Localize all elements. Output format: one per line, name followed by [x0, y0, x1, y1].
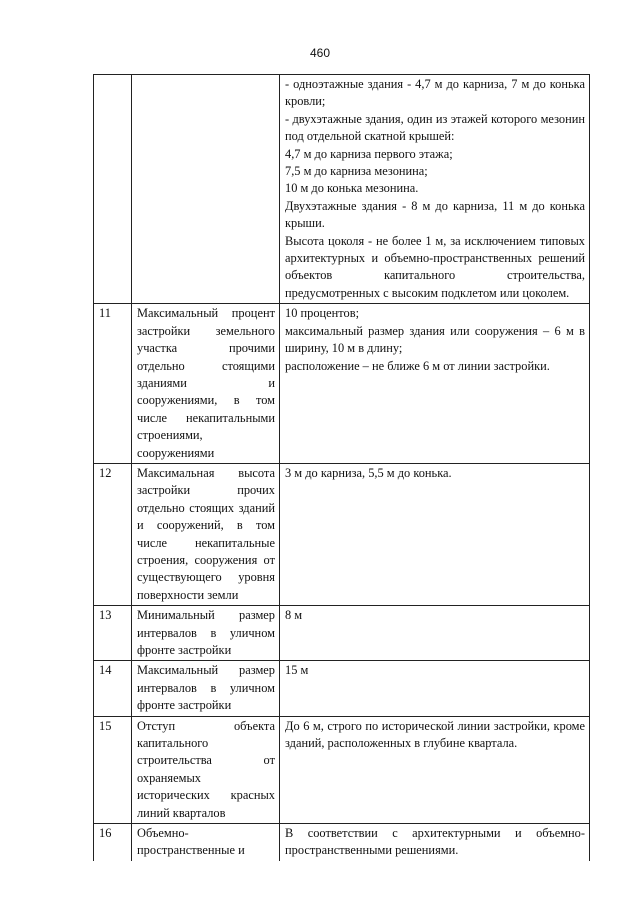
value-line: 15 м	[285, 663, 309, 678]
value-line: максимальный размер здания или сооружения – 6 м в ширину, 10 м в длину;	[285, 323, 585, 356]
value-line: 3 м до карниза, 5,5 м до конька.	[285, 465, 452, 480]
parameter-value-cell	[280, 824, 590, 861]
parameter-value-cell	[280, 463, 590, 605]
parameter-name-cell	[132, 75, 280, 304]
parameter-name: Объемно-пространственные и	[132, 824, 280, 861]
value-line: 7,5 м до карниза мезонина;	[285, 164, 428, 179]
page-number: 460	[309, 46, 331, 60]
table-row-continuation	[94, 75, 590, 304]
parameter-value-cell	[280, 606, 590, 661]
row-number: 14	[94, 661, 132, 716]
table-row-13	[94, 606, 590, 661]
parameter-name: Максимальный размер интервалов в уличном фронте застройки	[132, 661, 280, 716]
parameter-name: Максимальный процент застройки земельного участка прочими отдельно стоящими зданиями и сооружениями, в том числе некапитальными строениями, сооружениями	[132, 304, 280, 464]
row-number: 15	[94, 716, 132, 823]
row-number: 16	[94, 824, 132, 861]
parameter-name: Максимальная высота застройки прочих отдельно стоящих зданий и сооружений, в том числе некапитальные строения, сооружения от существующего уровня поверхности земли	[132, 463, 280, 605]
row-number: 11	[94, 304, 132, 464]
value-line: расположение – не ближе 6 м от линии застройки.	[285, 358, 550, 373]
table-row-12	[94, 463, 590, 605]
parameter-name: Минимальный размер интервалов в уличном фронте застройки	[132, 606, 280, 661]
value-line: 4,7 м до карниза первого этажа;	[285, 146, 453, 161]
row-number-cell	[94, 75, 132, 304]
value-line: - одноэтажные здания - 4,7 м до карниза, 7 м до конька кровли;	[285, 77, 585, 109]
row-number: 12	[94, 463, 132, 605]
value-line: 10 процентов;	[285, 306, 360, 321]
table-row-16	[94, 824, 590, 861]
regulations-table	[93, 74, 590, 861]
parameter-name: Отступ объекта капитального строительства от охраняемых исторических красных линий кварталов	[132, 716, 280, 823]
parameter-value-cell	[280, 661, 590, 716]
value-line: Двухэтажные здания - 8 м до карниза, 11 м до конька крыши.	[285, 198, 585, 231]
value-line: Высота цоколя - не более 1 м, за исключением типовых архитектурных и объемно-пространственных решений объектов капитального строительства, предусмотренных с высоким подклетом или цоколем.	[285, 233, 585, 300]
table-row-14	[94, 661, 590, 716]
value-line: 10 м до конька мезонина.	[285, 181, 419, 196]
row-number: 13	[94, 606, 132, 661]
parameter-value-cell	[280, 716, 590, 823]
value-line: В соответствии с архитектурными и объемно-пространственными решениями.	[285, 826, 585, 858]
parameter-value-cell	[280, 304, 590, 464]
table-row-11	[94, 304, 590, 464]
parameter-value-cell	[280, 75, 590, 304]
value-line: - двухэтажные здания, один из этажей которого мезонин под отдельной скатной крышей:	[285, 111, 585, 144]
table-row-15	[94, 716, 590, 823]
value-line: До 6 м, строго по исторической линии застройки, кроме зданий, расположенных в глубине квартала.	[285, 718, 585, 751]
value-line: 8 м	[285, 608, 303, 623]
